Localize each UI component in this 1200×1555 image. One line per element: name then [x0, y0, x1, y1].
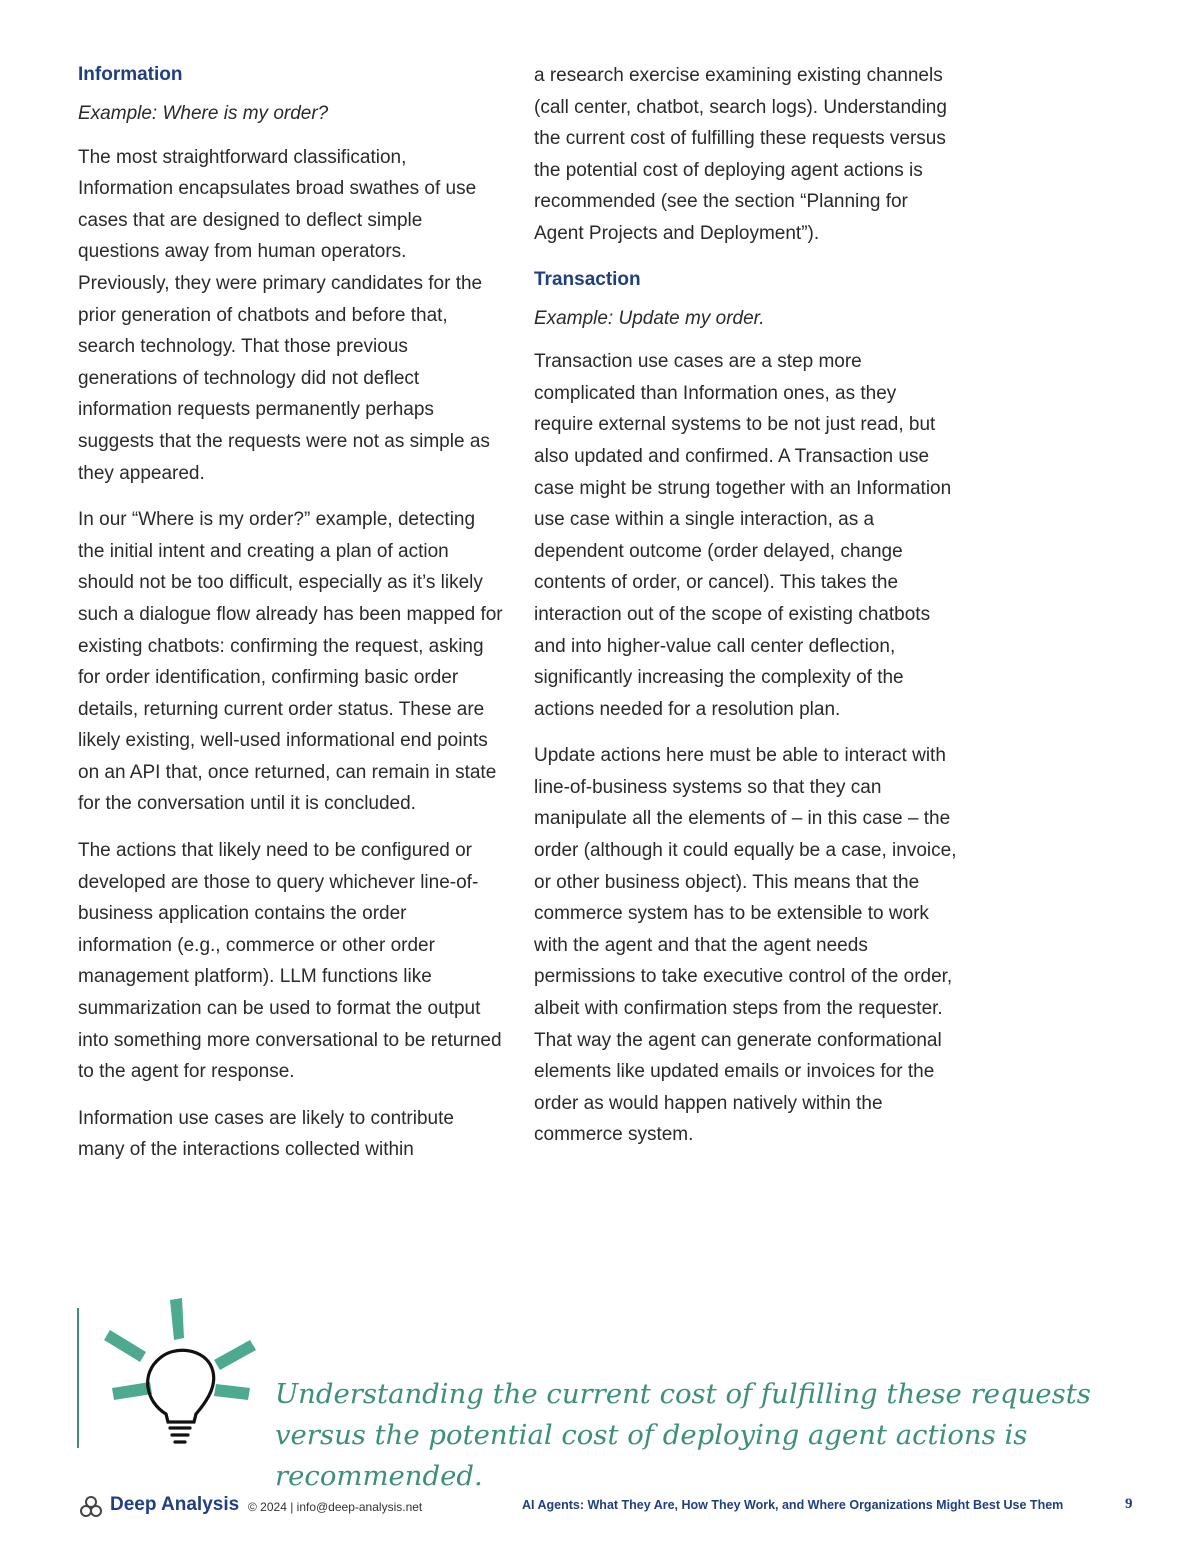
paragraph-continuation: a research exercise examining existing channels (call center, chatbot, search logs). Understanding the current cost of fulfilling these requests versus the potential cost of deploying agent actions is recommended (see the section “Planning for Agent Projects and Deployment”). [534, 65, 947, 244]
paragraph: The actions that likely need to be configured or developed are those to query whichever line-of-business application contains the order information (e.g., commerce or other order management platform). LLM functions like summarization can be used to format the output into something more conversational to be returned to the agent for response. [78, 840, 502, 1083]
brand-name: Deep Analysis [110, 1494, 240, 1515]
section-heading-information: Information [78, 64, 183, 85]
lightbulb-icon [100, 1296, 265, 1456]
deep-analysis-logo-icon [78, 1494, 104, 1520]
example-transaction: Example: Update my order. [534, 307, 765, 329]
left-column [78, 60, 503, 1181]
page-number: 9 [1125, 1496, 1133, 1512]
paragraph: Transaction use cases are a step more complicated than Information ones, as they require external systems to be not just read, but also updated and confirmed. A Transaction use case might be strung together with an Information use case within a single interaction, as a dependent outcome (order delayed, change contents of order, or cancel). This takes the interaction out of the scope of existing chatbots and into higher-value call center deflection, significantly increasing the complexity of the actions needed for a resolution plan. [534, 351, 952, 720]
example-information: Example: Where is my order? [78, 103, 329, 124]
paragraph: Update actions here must be able to interact with line-of-business systems so that they can manipulate all the elements of – in this case – the order (although it could equally be a case, invoice, or other business object). This means that the commerce system has to be extensible to work with the agent and that the agent needs permissions to take executive control of the order, albeit with confirmation steps from the requester. That way the agent can generate conformational elements like updated emails or invoices for the order as would happen natively within the commerce system. [534, 745, 957, 1146]
paragraph: In our “Where is my order?” example, detecting the initial intent and creating a plan of action should not be too difficult, especially as it’s likely such a dialogue flow already has been mapped for existing chatbots: confirming the request, asking for order identification, confirming basic order details, returning current order status. These are likely existing, well-used informational end points on an API that, once returned, can remain in state for the conversation until it is concluded. [78, 509, 503, 815]
paragraph: The most straightforward classification, Information encapsulates broad swathes of use cases that are designed to deflect simple questions away from human operators. Previously, they were primary candidates for the prior generation of chatbots and before that, search technology. That those previous generations of technology did not deflect information requests permanently perhaps suggests that the requests were not as simple as they appeared. [78, 146, 490, 484]
document-title: AI Agents: What They Are, How They Work, and Where Organizations Might Best Use Them [522, 1498, 1064, 1512]
paragraph: Information use cases are likely to contribute many of the interactions collected within [78, 1107, 454, 1161]
callout-quote: Understanding the current cost of fulfilling these requests versus the potential cost of deploying agent actions is recommended. [275, 1378, 1091, 1492]
right-column [534, 60, 959, 1166]
copyright-contact: © 2024 | info@deep-analysis.net [248, 1500, 423, 1514]
callout-rule [77, 1308, 79, 1448]
section-heading-transaction: Transaction [534, 268, 641, 290]
page-footer [0, 1492, 1200, 1522]
